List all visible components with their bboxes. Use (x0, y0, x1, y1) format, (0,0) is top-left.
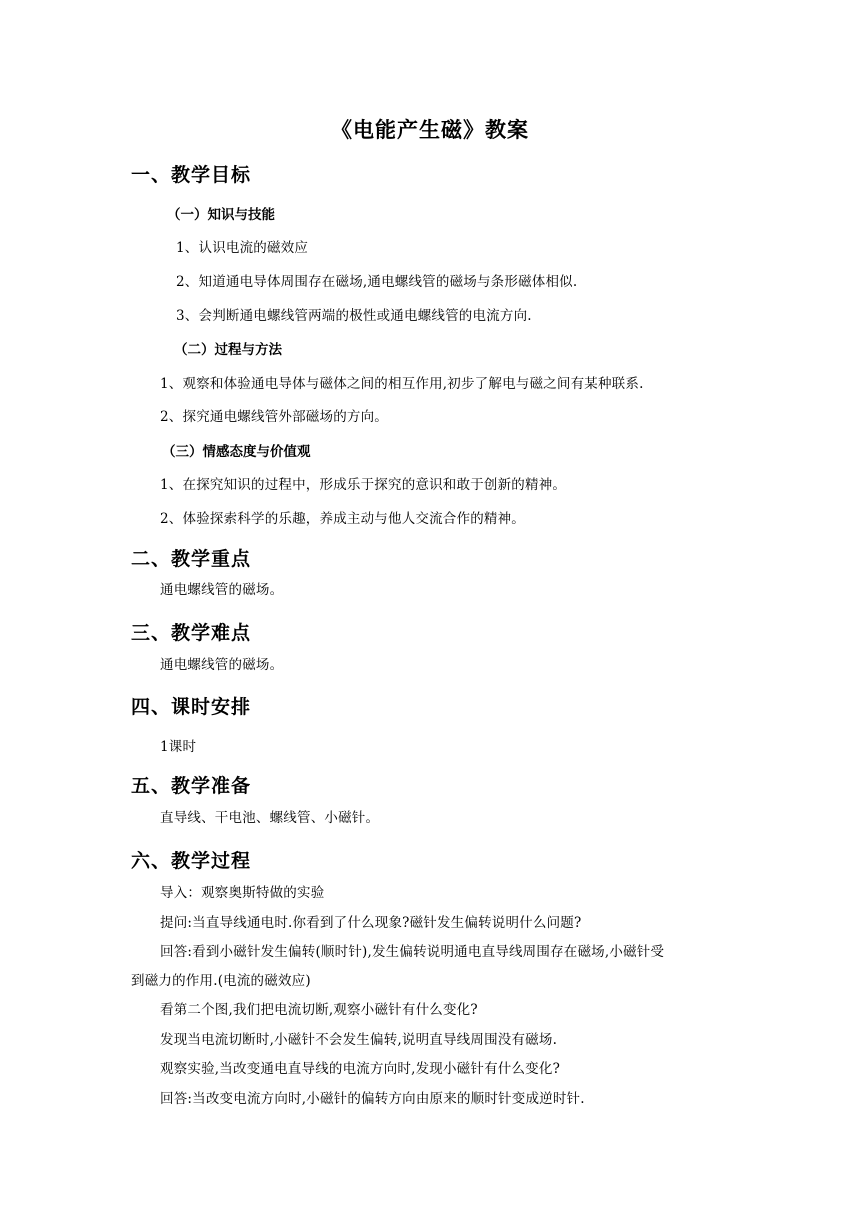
section-heading-schedule: 四、课时安排 (131, 696, 252, 718)
subsection-heading-attitude: （三）情感态度与价值观 (162, 444, 311, 460)
list-item: 1、认识电流的磁效应 (176, 240, 309, 256)
section-heading-key-points: 二、教学重点 (131, 548, 252, 570)
process-line: 回答:看到小磁针发生偏转(顺时针),发生偏转说明通电直导线周围存在磁场,小磁针受 (160, 944, 665, 960)
section-heading-objectives: 一、教学目标 (131, 164, 252, 186)
list-item: 1、观察和体验通电导体与磁体之间的相互作用,初步了解电与磁之间有某种联系. (160, 376, 644, 392)
list-item: 1、在探究知识的过程中，形成乐于探究的意识和敢于创新的精神。 (160, 477, 567, 493)
section-body: 通电螺线管的磁场。 (160, 657, 284, 673)
process-line: 提问:当直导线通电时.你看到了什么现象?磁针发生偏转说明什么问题? (160, 915, 582, 931)
section-body: 通电螺线管的磁场。 (160, 582, 284, 598)
process-line: 观察实验,当改变通电直导线的电流方向时,发现小磁针有什么变化? (160, 1061, 561, 1077)
document-title: 《电能产生磁》教案 (331, 118, 529, 142)
list-item: 3、会判断通电螺线管两端的极性或通电螺线管的电流方向. (176, 308, 532, 324)
section-heading-preparation: 五、教学准备 (131, 775, 252, 797)
list-item: 2、体验探索科学的乐趣，养成主动与他人交流合作的精神。 (160, 511, 525, 527)
process-line: 到磁力的作用.(电流的磁效应) (131, 973, 311, 989)
list-item: 2、探究通电螺线管外部磁场的方向。 (160, 409, 388, 425)
section-heading-process: 六、教学过程 (131, 850, 252, 872)
section-body: 直导线、干电池、螺线管、小磁针。 (160, 810, 380, 826)
section-heading-difficulties: 三、教学难点 (131, 622, 252, 644)
process-line: 看第二个图,我们把电流切断,观察小磁针有什么变化? (160, 1002, 478, 1018)
list-item: 2、知道通电导体周围存在磁场,通电螺线管的磁场与条形磁体相似. (176, 274, 578, 290)
process-line: 发现当电流切断时,小磁针不会发生偏转,说明直导线周围没有磁场. (160, 1032, 558, 1048)
subsection-heading-knowledge: （一）知识与技能 (167, 207, 275, 223)
process-line: 导入：观察奥斯特做的实验 (160, 885, 325, 901)
process-line: 回答:当改变电流方向时,小磁针的偏转方向由原来的顺时针变成逆时针. (160, 1091, 585, 1107)
section-body: 1课时 (160, 739, 197, 755)
subsection-heading-process: （二）过程与方法 (174, 342, 282, 358)
